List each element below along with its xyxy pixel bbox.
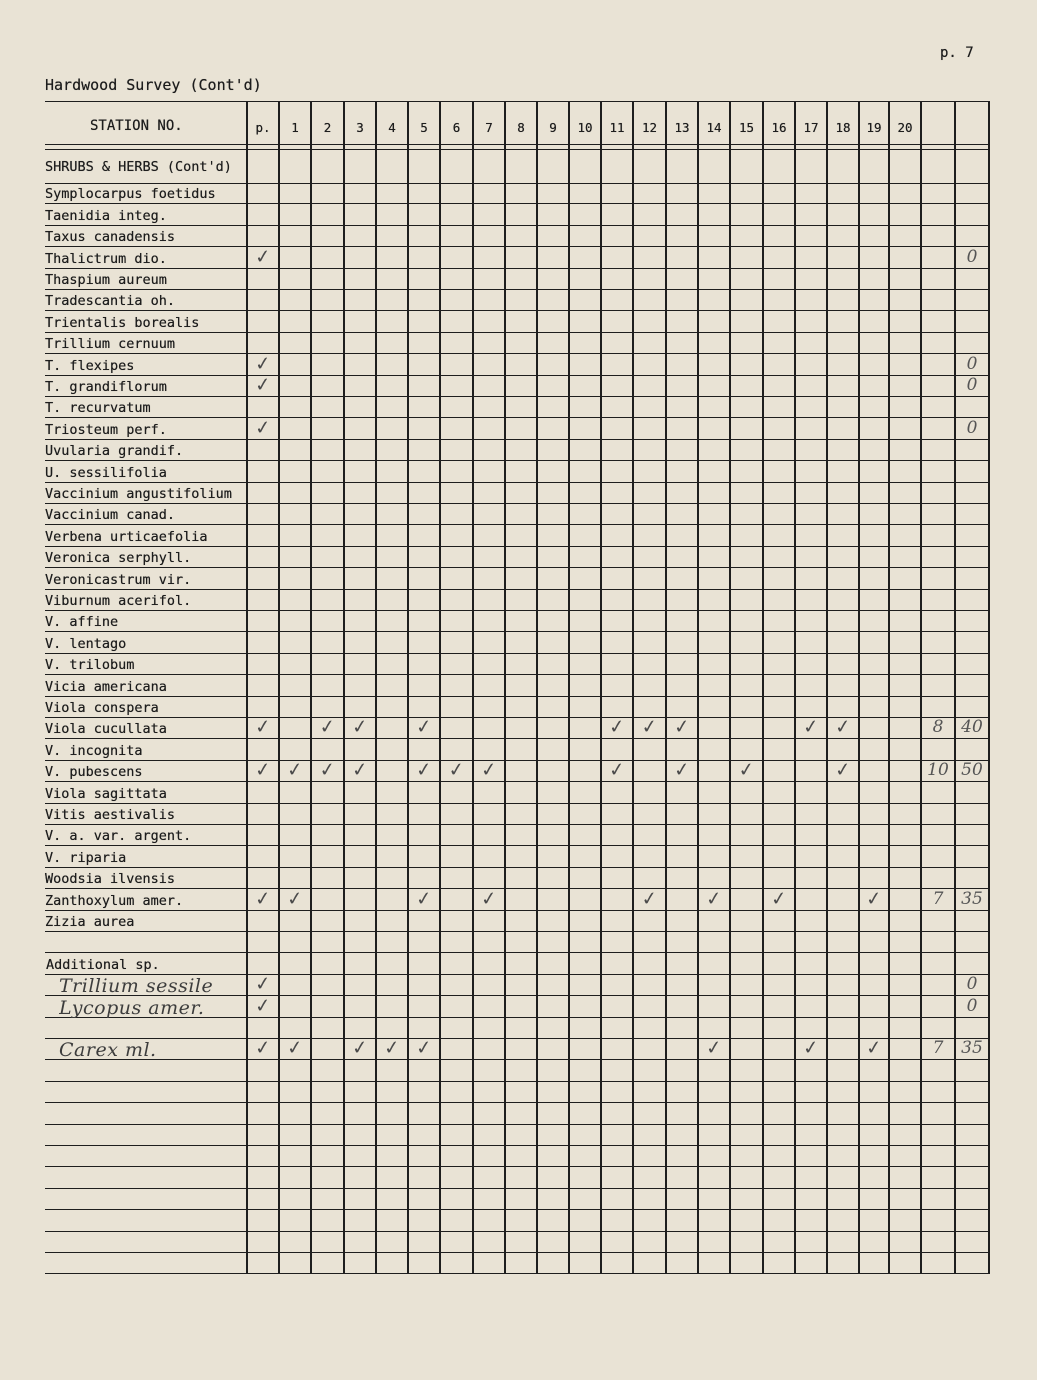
station-column-header: 20 [897,120,913,135]
station-column-header: 1 [291,120,299,135]
column-rule [278,101,280,1274]
species-name: Taenidia integ. [45,207,167,224]
station-column-header: 2 [323,120,332,135]
column-rule [472,101,474,1274]
species-row [45,204,989,225]
species-name: Triosteum perf. [45,421,167,438]
column-rule [826,101,828,1274]
column-rule [439,101,441,1274]
tally-value: 35 [961,1038,983,1059]
species-row [45,782,989,803]
species-row [45,373,989,397]
tally-value: 7 [932,888,944,909]
check-mark: ✓ [285,1036,305,1061]
column-rule [665,101,667,1274]
species-name: Viola sagittata [45,785,167,802]
species-name: V. pubescens [45,764,143,781]
species-row [45,568,989,589]
species-name: Taxus canadensis [45,229,176,246]
column-rule [954,101,956,1274]
check-mark: ✓ [253,373,273,397]
station-column-header: 5 [420,120,428,135]
species-row [45,758,989,782]
blank-row [45,1253,989,1274]
tally-value: 8 [932,717,944,738]
check-mark: ✓ [414,758,434,782]
station-column-header: 15 [738,120,755,135]
handwritten-species-name: Lycopus amer. [59,997,205,1018]
species-row [45,804,989,825]
station-column-header: 16 [771,120,787,135]
check-mark: ✓ [318,758,337,782]
column-rule [407,101,409,1274]
species-name: Zanthoxylum amer. [45,892,184,909]
check-mark: ✓ [479,886,499,911]
blank-row [45,1232,989,1253]
check-mark: ✓ [253,715,273,740]
species-name: Veronica serphyll. [45,550,192,567]
station-column-header: 14 [706,120,722,135]
check-mark: ✓ [737,758,756,782]
species-row [45,715,989,740]
species-row [45,244,989,269]
species-row [45,183,989,204]
check-mark: ✓ [833,715,853,740]
species-row [45,846,989,867]
species-name: T. flexipes [45,357,135,374]
station-column-header: 3 [356,120,364,135]
column-rule [888,101,890,1274]
species-row [45,911,989,932]
check-mark: ✓ [833,758,853,782]
species-row [45,590,989,611]
column-rule [504,101,506,1274]
blank-row [45,1103,989,1124]
column-rule [920,101,922,1274]
tally-value: 10 [927,760,949,781]
species-row [45,504,989,525]
check-mark: ✓ [414,1036,434,1061]
check-mark: ✓ [253,993,273,1018]
check-mark: ✓ [479,758,499,782]
species-name: T. grandiflorum [45,378,167,395]
blank-row [45,1125,989,1146]
column-rule [375,101,377,1274]
check-mark: ✓ [253,758,273,782]
species-row [45,825,989,846]
station-number-label: STATION NO. [90,118,183,134]
species-name: Uvularia grandif. [45,443,184,460]
station-column-header: 13 [674,120,690,135]
species-row [45,547,989,568]
species-name: Thalictrum dio. [45,250,167,267]
check-mark: ✓ [704,886,724,911]
additional-species-row [45,972,989,997]
species-name: Veronicastrum vir. [45,571,192,588]
species-row [45,525,989,546]
check-mark: ✓ [801,715,821,740]
species-name: Trientalis borealis [45,314,200,331]
station-column-header: 11 [609,120,625,135]
page-title: Hardwood Survey (Cont'd) [45,76,262,94]
additional-species-row [45,1036,989,1061]
tally-value: 0 [966,417,978,438]
page-number: p. 7 [940,45,974,61]
species-name: Vicia americana [45,678,167,695]
blank-row [45,1189,989,1210]
species-name: Woodsia ilvensis [45,871,176,888]
check-mark: ✓ [382,1036,402,1061]
tally-value: 40 [961,717,983,738]
column-rule [568,101,570,1274]
station-column-header: 18 [835,120,851,135]
species-row [45,269,989,290]
species-name: Vaccinium angustifolium [45,485,232,502]
species-row [45,397,989,418]
species-row [45,440,989,461]
column-rule [343,101,345,1274]
species-name: Viola conspera [45,699,159,716]
species-row [45,886,989,911]
column-rule [794,101,796,1274]
blank-row [45,1167,989,1188]
check-mark: ✓ [253,886,273,911]
tally-value: 0 [966,353,978,374]
handwritten-species-name: Carex ml. [59,1040,157,1061]
station-column-header: p. [255,120,271,135]
station-column-header: 9 [549,120,557,135]
tally-value: 0 [966,974,978,995]
species-row [45,461,989,482]
species-row [45,418,989,439]
species-row [45,632,989,653]
check-mark: ✓ [414,886,434,911]
check-mark: ✓ [864,1036,884,1061]
species-row [45,333,989,354]
species-name: V. lentago [45,635,127,652]
check-mark: ✓ [350,758,370,782]
column-rule [988,101,990,1274]
section-heading: SHRUBS & HERBS (Cont'd) [45,159,232,175]
check-mark: ✓ [253,351,273,376]
species-row [45,675,989,696]
station-column-header: 8 [517,120,525,135]
species-row [45,483,989,504]
station-column-header: 10 [577,120,593,135]
column-rule [310,101,312,1274]
column-rule [697,101,699,1274]
blank-row [45,1018,989,1039]
species-name: Thaspium aureum [45,271,167,288]
check-mark: ✓ [447,758,466,782]
blank-row [45,1210,989,1231]
tally-value: 7 [932,1038,944,1059]
station-column-header: 17 [803,120,819,135]
species-row [45,226,989,247]
species-name: V. affine [45,614,119,631]
check-mark: ✓ [672,715,692,740]
species-row [45,311,989,332]
check-mark: ✓ [607,758,627,782]
species-name: Verbena urticaefolia [45,528,208,545]
station-column-header: 19 [866,120,882,135]
species-name: V. a. var. argent. [45,828,192,845]
species-row [45,868,989,889]
column-rule [729,101,731,1274]
tally-value: 50 [961,760,983,781]
species-name: Viola cucullata [45,721,167,738]
check-mark: ✓ [801,1036,821,1061]
header-double-rule [45,149,989,150]
species-row [45,351,989,376]
tally-value: 0 [966,246,978,267]
column-rule [600,101,602,1274]
check-mark: ✓ [253,1036,273,1061]
column-rule [762,101,764,1274]
blank-row [45,1146,989,1167]
handwritten-species-name: Trillium sessile [59,976,214,997]
check-mark: ✓ [253,972,273,996]
species-row [45,611,989,632]
blank-row [45,953,989,974]
station-column-header: 7 [485,120,493,135]
species-name: Zizia aurea [45,913,135,930]
species-name: Vaccinium canad. [45,507,176,524]
species-row [45,290,989,311]
check-mark: ✓ [640,886,659,911]
column-rule [858,101,860,1274]
station-column-header: 12 [641,120,658,135]
column-rule [246,101,248,1274]
species-name: Trillium cernuum [45,336,176,353]
species-name: T. recurvatum [45,400,151,417]
check-mark: ✓ [285,758,305,782]
species-name: Viburnum acerifol. [45,592,192,609]
check-mark: ✓ [318,715,337,740]
blank-row [45,932,989,953]
column-rule [536,101,538,1274]
tally-value: 0 [966,374,978,395]
species-row [45,654,989,675]
tally-value: 0 [966,995,978,1016]
species-name: Vitis aestivalis [45,806,176,823]
check-mark: ✓ [769,886,789,911]
check-mark: ✓ [350,1036,370,1061]
check-mark: ✓ [414,715,434,740]
check-mark: ✓ [607,715,627,740]
check-mark: ✓ [350,715,370,740]
column-rule [632,101,634,1274]
tally-value: 35 [961,888,983,909]
species-name: Tradescantia oh. [45,293,176,310]
species-name: Symplocarpus foetidus [45,186,216,203]
blank-row [45,1060,989,1081]
species-name: V. incognita [45,742,143,759]
check-mark: ✓ [253,416,273,440]
check-mark: ✓ [672,758,692,782]
additional-species-heading: Additional sp. [46,957,160,973]
check-mark: ✓ [285,886,305,911]
check-mark: ✓ [864,886,884,911]
check-mark: ✓ [640,715,659,740]
species-name: U. sessilifolia [45,464,167,481]
check-mark: ✓ [704,1036,724,1061]
species-name: V. riparia [45,849,127,866]
additional-species-row [45,993,989,1018]
station-column-header: 6 [452,120,461,135]
station-column-header: 4 [388,120,396,135]
check-mark: ✓ [253,244,273,269]
species-name: V. trilobum [45,657,135,674]
blank-row [45,1082,989,1103]
